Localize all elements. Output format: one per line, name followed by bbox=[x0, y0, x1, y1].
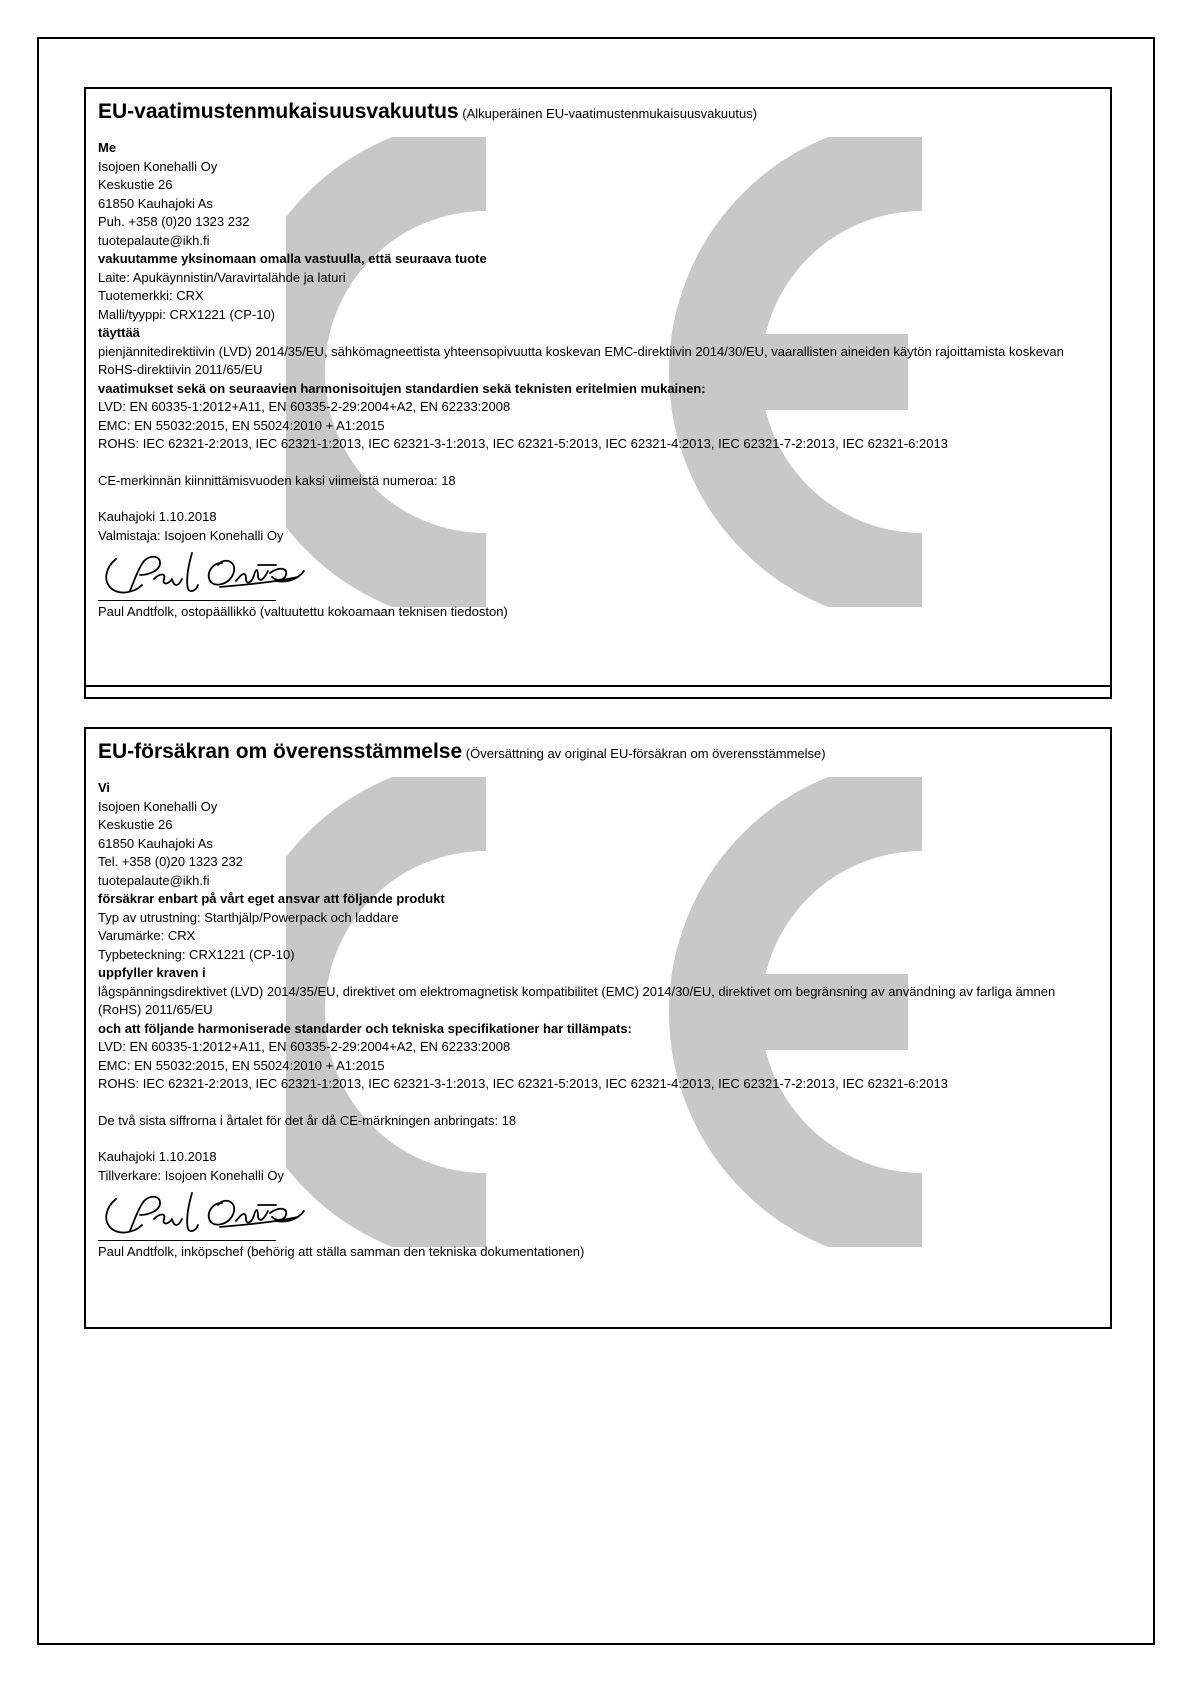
fulfills-label: täyttää bbox=[98, 325, 140, 340]
standard-lvd: LVD: EN 60335-1:2012+A11, EN 60335-2-29:2004+A2, EN 62233:2008 bbox=[98, 1039, 511, 1054]
declaration-subtitle: (Alkuperäinen EU-vaatimustenmukaisuusvakuutus) bbox=[462, 106, 758, 121]
postal-address: 61850 Kauhajoki As bbox=[98, 195, 213, 211]
signature-block bbox=[98, 547, 1098, 603]
standard-emc: EMC: EN 55032:2015, EN 55024:2010 + A1:2015 bbox=[98, 417, 385, 433]
declaration-statement: vakuutamme yksinomaan omalla vastuulla, että seuraava tuote bbox=[98, 251, 487, 266]
place-and-date: Kauhajoki 1.10.2018 bbox=[98, 509, 217, 524]
handwritten-signature bbox=[100, 547, 310, 601]
place-and-date: Kauhajoki 1.10.2018 bbox=[98, 1149, 217, 1164]
declaration-subtitle: (Översättning av original EU-försäkran om överensstämmelse) bbox=[465, 746, 826, 761]
street-address: Keskustie 26 bbox=[98, 177, 173, 192]
standard-rohs: ROHS: IEC 62321-2:2013, IEC 62321-1:2013, IEC 62321-3-1:2013, IEC 62321-5:2013, IEC 62321-4:2013, IEC 62321-7-2:2013, IEC 62321-6:2013 bbox=[98, 436, 948, 451]
manufacturer: Tillverkare: Isojoen Konehalli Oy bbox=[98, 1167, 284, 1183]
signature-block bbox=[98, 1187, 1098, 1243]
email-address: tuotepalaute@ikh.fi bbox=[98, 872, 210, 888]
phone-number: Puh. +358 (0)20 1323 232 bbox=[98, 214, 250, 229]
directives-line-2: RoHS-direktiivin 2011/65/EU bbox=[98, 362, 263, 377]
fulfills-label: uppfyller kraven i bbox=[98, 965, 206, 980]
street-address: Keskustie 26 bbox=[98, 817, 173, 832]
signatory: Paul Andtfolk, inköpschef (behörig att ställa samman den tekniska dokumentationen) bbox=[98, 1244, 585, 1259]
phone-number: Tel. +358 (0)20 1323 232 bbox=[98, 854, 243, 869]
declaration-swedish bbox=[84, 727, 1112, 1329]
product-model: Typbeteckning: CRX1221 (CP-10) bbox=[98, 946, 295, 962]
standards-heading: vaatimukset sekä on seuraavien harmonisoitujen standardien sekä teknisten eritelmien mukainen: bbox=[98, 380, 706, 396]
declaration-title: EU-vaatimustenmukaisuusvakuutus bbox=[98, 100, 459, 123]
company-name: Isojoen Konehalli Oy bbox=[98, 158, 218, 174]
directives-line-1: pienjännitedirektiivin (LVD) 2014/35/EU, sähkömagneettista yhteensopivuutta koskevan EMC-direktiivin 2014/30/EU, vaarallisten aineiden käytön rajoittamista koskevan bbox=[98, 343, 1064, 359]
standard-rohs: ROHS: IEC 62321-2:2013, IEC 62321-1:2013, IEC 62321-3-1:2013, IEC 62321-5:2013, IEC 62321-4:2013, IEC 62321-7-2:2013, IEC 62321-6:2013 bbox=[98, 1076, 948, 1091]
signatory: Paul Andtfolk, ostopäällikkö (valtuutettu kokoamaan teknisen tiedoston) bbox=[98, 604, 508, 619]
declaration-title: EU-försäkran om överensstämmelse bbox=[98, 740, 463, 763]
ce-year-statement: CE-merkinnän kiinnittämisvuoden kaksi viimeistä numeroa: 18 bbox=[98, 472, 456, 488]
postal-address: 61850 Kauhajoki As bbox=[98, 835, 213, 851]
product-device: Typ av utrustning: Starthjälp/Powerpack och laddare bbox=[98, 909, 399, 925]
we-label: Me bbox=[98, 140, 117, 155]
product-brand: Varumärke: CRX bbox=[98, 928, 196, 943]
declaration-title-line bbox=[98, 99, 1098, 127]
standards-heading: och att följande harmoniserade standarder och tekniska specifikationer har tillämpats: bbox=[98, 1020, 632, 1036]
standard-emc: EMC: EN 55032:2015, EN 55024:2010 + A1:2015 bbox=[98, 1057, 385, 1073]
signature-line bbox=[98, 1240, 276, 1241]
product-device: Laite: Apukäynnistin/Varavirtalähde ja laturi bbox=[98, 269, 346, 285]
manufacturer: Valmistaja: Isojoen Konehalli Oy bbox=[98, 527, 284, 543]
declaration-title-line bbox=[98, 739, 1098, 767]
product-brand: Tuotemerkki: CRX bbox=[98, 288, 204, 303]
signature-line bbox=[98, 600, 276, 601]
directives-line-1: lågspänningsdirektivet (LVD) 2014/35/EU, direktivet om elektromagnetisk kompatibilitet (EMC) 2014/30/EU, direktivet om begränsning av användning av farliga ämnen bbox=[98, 983, 1056, 999]
directives-line-2: (RoHS) 2011/65/EU bbox=[98, 1002, 213, 1017]
standard-lvd: LVD: EN 60335-1:2012+A11, EN 60335-2-29:2004+A2, EN 62233:2008 bbox=[98, 399, 511, 414]
handwritten-signature bbox=[100, 1187, 310, 1241]
declaration-statement: försäkrar enbart på vårt eget ansvar att följande produkt bbox=[98, 891, 445, 906]
product-model: Malli/tyyppi: CRX1221 (CP-10) bbox=[98, 306, 276, 322]
we-label: Vi bbox=[98, 780, 111, 795]
ce-year-statement: De två sista siffrorna i årtalet för det år då CE-märkningen anbringats: 18 bbox=[98, 1112, 517, 1128]
declaration-finnish bbox=[84, 87, 1112, 699]
email-address: tuotepalaute@ikh.fi bbox=[98, 232, 210, 248]
company-name: Isojoen Konehalli Oy bbox=[98, 798, 218, 814]
